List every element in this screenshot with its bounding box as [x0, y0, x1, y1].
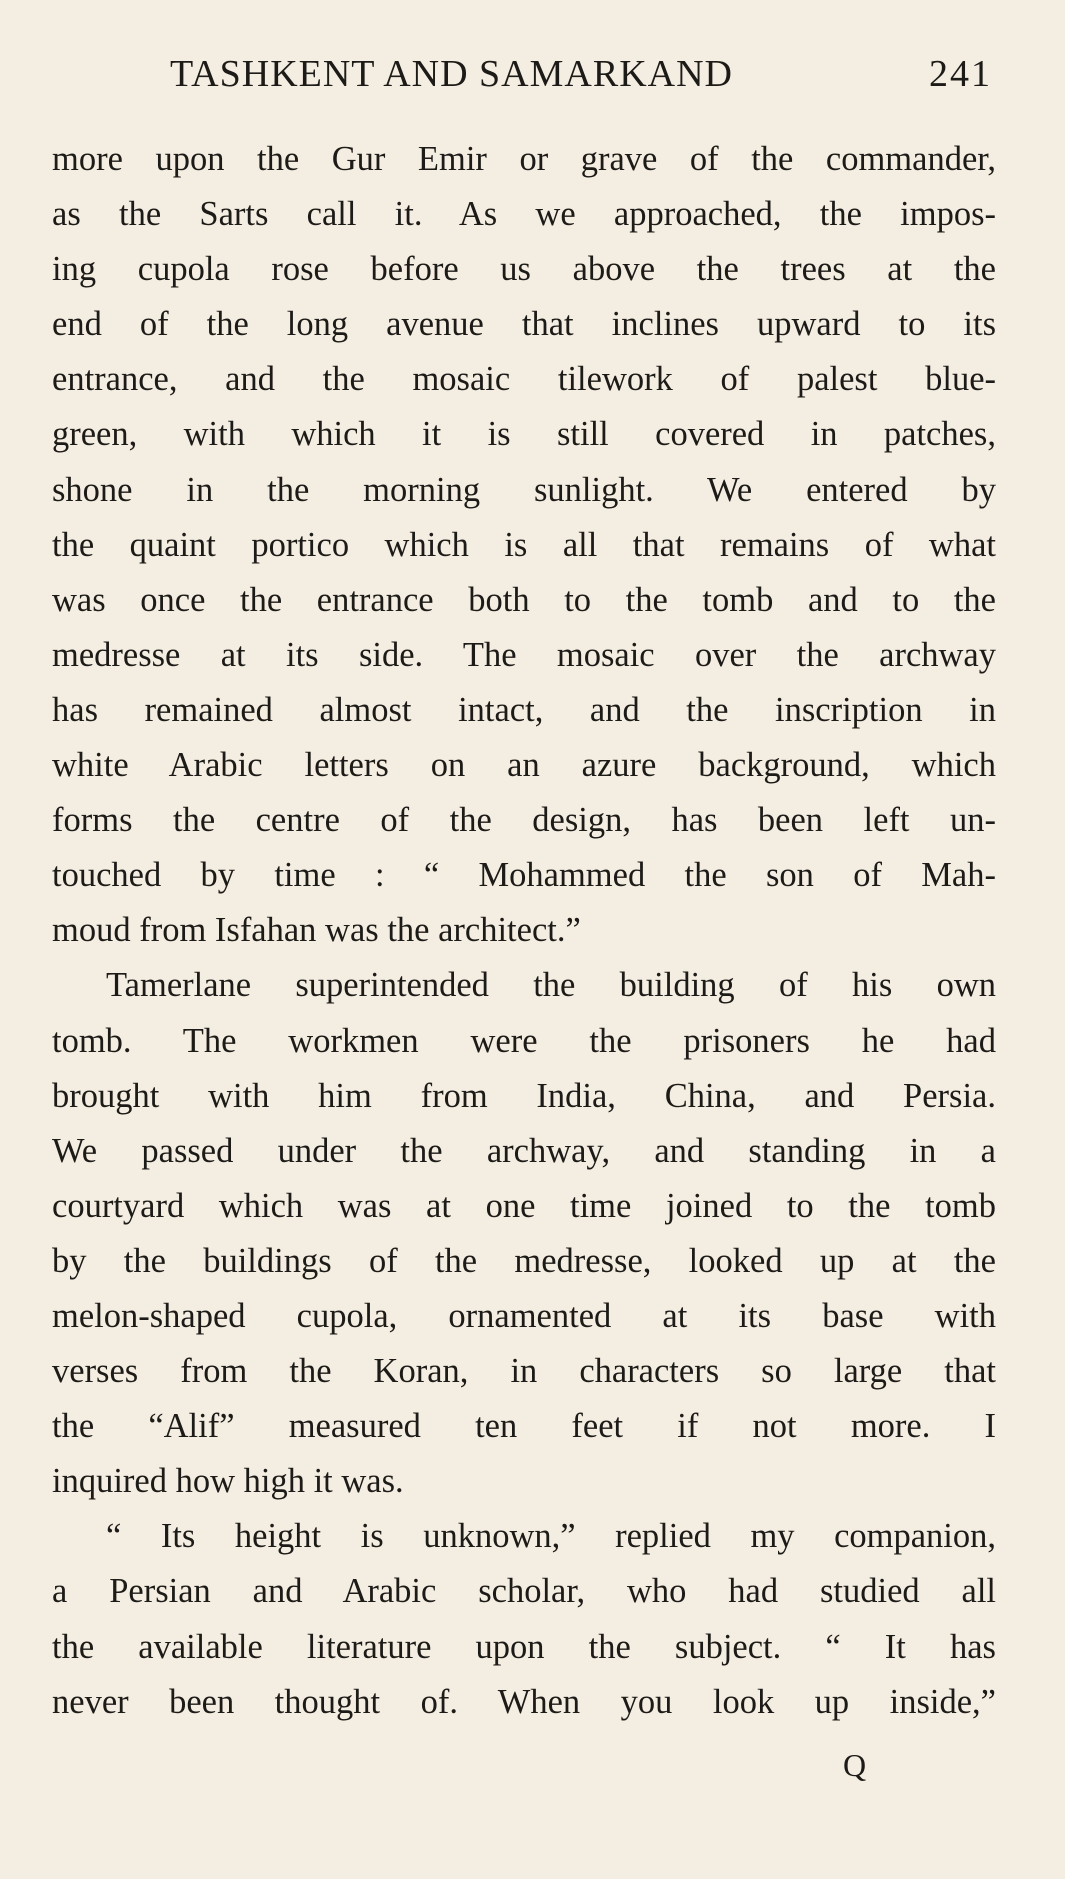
text-line: white Arabic letters on an azure background, which: [52, 746, 996, 785]
text-line: as the Sarts call it. As we approached, the impos-: [52, 195, 996, 234]
body-text: [52, 132, 996, 1730]
text-line: We passed under the archway, and standing in a: [52, 1131, 996, 1170]
running-title: TASHKENT AND SAMARKAND: [170, 53, 733, 95]
text-line: by the buildings of the medresse, looked up at the: [52, 1241, 996, 1280]
text-line: a Persian and Arabic scholar, who had studied all: [52, 1572, 996, 1611]
text-line: tomb. The workmen were the prisoners he had: [52, 1021, 996, 1060]
text-line: ing cupola rose before us above the trees at the: [52, 250, 996, 289]
text-line: touched by time : “ Mohammed the son of Mah-: [52, 856, 996, 895]
text-line: more upon the Gur Emir or grave of the commander,: [52, 140, 996, 178]
text-line: Tamerlane superintended the building of his own: [106, 966, 996, 1005]
text-line: brought with him from India, China, and Persia.: [52, 1076, 996, 1115]
text-line: was once the entrance both to the tomb and to the: [52, 580, 996, 619]
text-line: green, with which it is still covered in patches,: [52, 415, 996, 454]
text-line: verses from the Koran, in characters so large that: [52, 1352, 996, 1391]
text-line: “ Its height is unknown,” replied my companion,: [106, 1517, 996, 1556]
text-line: moud from Isfahan was the architect.”: [52, 911, 581, 950]
text-line: shone in the morning sunlight. We entered by: [52, 470, 996, 509]
text-line: the quaint portico which is all that remains of what: [52, 525, 996, 564]
text-line: inquired how high it was.: [52, 1462, 404, 1501]
text-line: forms the centre of the design, has been left un-: [52, 801, 996, 840]
page-number: 241: [929, 53, 992, 95]
text-line: has remained almost intact, and the inscription in: [52, 690, 996, 729]
text-line: medresse at its side. The mosaic over the archway: [52, 635, 996, 674]
text-line: entrance, and the mosaic tilework of palest blue-: [52, 360, 996, 399]
signature-mark: Q: [843, 1747, 867, 1783]
text-line: melon-shaped cupola, ornamented at its base with: [52, 1296, 996, 1335]
text-line: end of the long avenue that inclines upward to its: [52, 305, 996, 344]
text-line: the available literature upon the subject. “ It has: [52, 1627, 996, 1666]
text-line: courtyard which was at one time joined to the tomb: [52, 1186, 996, 1225]
running-head: [170, 52, 992, 102]
text-line: never been thought of. When you look up inside,”: [52, 1682, 996, 1721]
text-line: the “Alif” measured ten feet if not more. I: [52, 1407, 996, 1446]
